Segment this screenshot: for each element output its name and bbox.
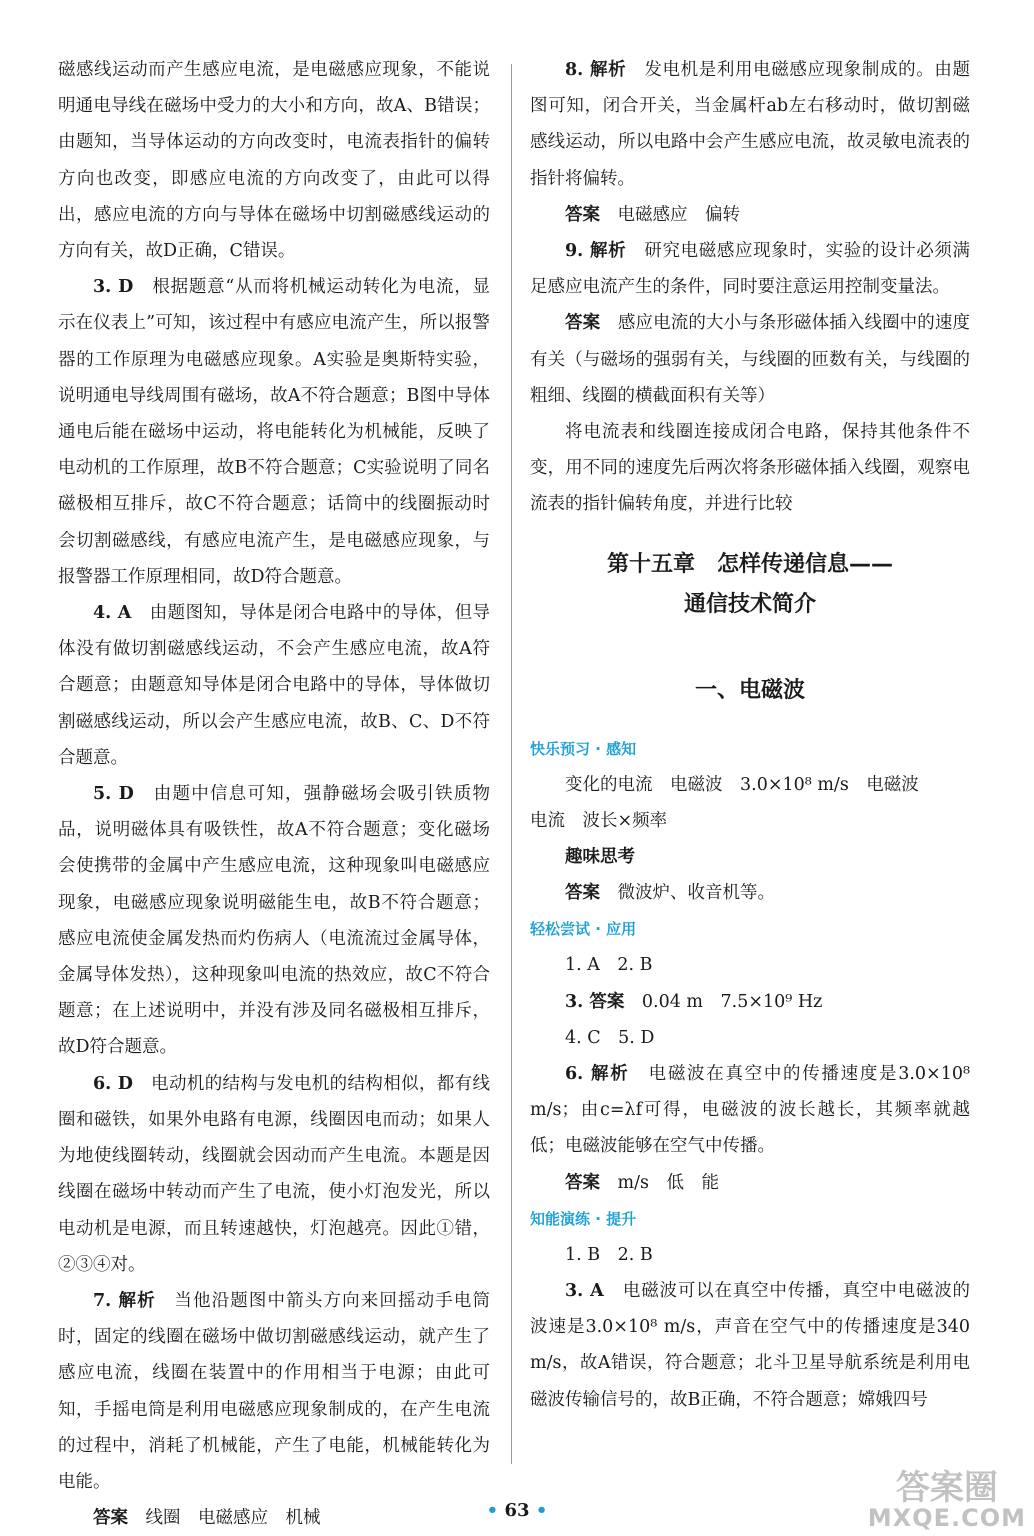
try-answer-3 [530, 984, 970, 1020]
answer-8-result [530, 197, 970, 233]
answer-label: 答案 [93, 1508, 128, 1529]
column-divider [511, 64, 512, 1464]
answer-7-label: 7. 解析 [93, 1290, 156, 1311]
try-answer-3-text: 0.04 m 7.5×10⁹ Hz [641, 991, 823, 1012]
answer-9 [530, 233, 970, 305]
chapter-title [530, 545, 970, 625]
page-number: • 63 • [486, 1500, 548, 1521]
answer-9-label: 9. 解析 [565, 241, 627, 262]
answer-8-text: 发电机是利用电磁感应现象制成的。由题图可知，闭合开关，当金属杆ab左右移动时，做切割磁感线运动，所以电路中会产生感应电流，故灵敏电流表的指针将偏转。 [530, 60, 970, 189]
answer-6-number: 6. D [93, 1073, 133, 1094]
subhead-preview: 快乐预习 · 感知 [530, 739, 637, 758]
answer-9-result-text: 感应电流的大小与条形磁体插入线圈中的速度有关（与磁场的强弱有关，与线圈的匝数有关，与线圈的粗细、线圈的横截面积有关等） [530, 313, 971, 406]
preview-line-1: 变化的电流 电磁波 3.0×10⁸ m/s 电磁波 [565, 774, 919, 795]
answer-label: 答案 [565, 1172, 600, 1193]
left-column [58, 52, 490, 1536]
answer-9-text: 研究电磁感应现象时，实验的设计必须满足感应电流产生的条件，同时要注意运用控制变量法。 [530, 241, 970, 298]
answer-3-text: 根据题意“从而将机械运动转化为电流，显示在仪表上”可知，该过程中有感应电流产生，所以报警器的工作原理为电磁感应现象。A实验是奥斯特实验，说明通电导线周围有磁场，故A不符合题意；B图中导体通电后能在磁场中运动，将电能转化为机械能，反映了电动机的工作原理，故B不符合题意；C实验说明了同名磁极相互排斥，故C不符合题意；话筒中的线圈振动时会切割磁感线，有感应电流产生，是电磁感应现象，与报警器工作原理相同，故D符合题意。 [58, 277, 491, 587]
answer-7-text: 当他沿题图中箭头方向来回摇动手电筒时，固定的线圈在磁场中做切割磁感线运动，就产生了感应电流，线圈在装置中的作用相当于电源；由此可知，手摇电筒是利用电磁感应现象制成的，在产生电流的过程中，消耗了机械能，产生了电能，机械能转化为电能。 [58, 1290, 491, 1492]
subhead-practice: 知能演练 · 提升 [530, 1209, 637, 1228]
try-answer-6-text: 电磁波在真空中的传播速度是3.0×10⁸ m/s；由c=λf可得，电磁波的波长越长，其频率就越低；电磁波能够在空气中传播。 [530, 1064, 970, 1157]
fun-thinking-title: 趣味思考 [565, 847, 635, 868]
try-answer-6-result [530, 1165, 970, 1201]
watermark-logo [868, 1470, 1026, 1530]
practice-answer-3-text: 电磁波可以在真空中传播，真空中电磁波的波速是3.0×10⁸ m/s，声音在空气中的传播速度是340 m/s，故A错误，符合题意；北斗卫星导航系统是利用电磁波传输信号的，故B正确，不符合题意；嫦娥四号 [530, 1281, 971, 1410]
try-answer-6-result-text: m/s 低 能 [617, 1172, 719, 1193]
subhead-try: 轻松尝试 · 应用 [530, 920, 637, 939]
try-answers-1-2: 1. A 2. B [565, 955, 653, 976]
preview-line-2: 电流 波长×频率 [530, 810, 668, 831]
chapter-title-line-2: 通信技术简介 [683, 591, 816, 617]
right-column [530, 52, 970, 1418]
answer-5-number: 5. D [93, 784, 134, 805]
answer-8 [530, 52, 970, 197]
page-number-value: 63 [504, 1500, 530, 1521]
answer-9-result [530, 305, 970, 414]
answer-label: 答案 [565, 883, 600, 904]
answer-7 [58, 1283, 490, 1500]
practice-answer-3 [530, 1273, 970, 1418]
fun-thinking-answer-text: 微波炉、收音机等。 [617, 883, 775, 904]
fun-thinking-answer [530, 875, 970, 911]
answer-9-method: 将电流表和线圈连接成闭合电路，保持其他条件不变，用不同的速度先后两次将条形磁体插入线圈，观察电流表的指针偏转角度，并进行比较 [530, 422, 970, 515]
answer-8-result-text: 电磁感应 偏转 [617, 204, 740, 225]
section-title: 一、电磁波 [694, 677, 805, 703]
answer-5-text: 由题中信息可知，强静磁场会吸引铁质物品，说明磁体具有吸铁性，故A不符合题意；变化磁场会使携带的金属中产生感应电流，这种现象叫电磁感应现象，电磁感应现象说明磁能生电，故B不符合题意；感应电流使金属发热而灼伤病人（电流流过金属导体，金属导体发热），这种现象叫电流的热效应，故C不符合题意；在上述说明中，并没有涉及同名磁极相互排斥，故D符合题意。 [58, 784, 491, 1058]
practice-answers-1-2: 1. B 2. B [565, 1244, 653, 1265]
answer-label: 答案 [565, 204, 600, 225]
try-answers-4-5: 4. C 5. D [565, 1027, 655, 1048]
try-answer-6 [530, 1056, 970, 1165]
answer-4 [58, 595, 490, 776]
watermark-line-1: 答案圈 [895, 1468, 998, 1508]
practice-answer-3-number: 3. A [565, 1281, 604, 1302]
answer-3 [58, 269, 490, 595]
answer-6-text: 电动机的结构与发电机的结构相似，都有线圈和磁铁，如果外电路有电源，线圈因电而动；如果人为地使线圈转动，线圈就会因动而产生电流。本题是因线圈在磁场中转动而产生了电流，使小灯泡发光，所以电动机是电源，而且转速越快，灯泡越亮。因此①错，②③④对。 [58, 1073, 491, 1275]
answer-6 [58, 1066, 490, 1283]
answer-7-result-text: 线圈 电磁感应 机械 [145, 1508, 321, 1529]
answer-4-text: 由题图知，导体是闭合电路中的导体，但导体没有做切割磁感线运动，不会产生感应电流，故A符合题意；由题意知导体是闭合电路中的导体，导体做切割磁感线运动，所以会产生感应电流，故B、C、D不符合题意。 [58, 603, 491, 768]
answer-5 [58, 776, 490, 1066]
answer-8-label: 8. 解析 [565, 60, 627, 80]
try-answer-6-label: 6. 解析 [565, 1064, 630, 1085]
watermark-line-2: MXQE.COM [867, 1504, 1026, 1532]
try-answer-3-label: 3. 答案 [565, 991, 625, 1012]
chapter-title-line-1: 第十五章 怎样传递信息—— [606, 551, 893, 577]
continued-paragraph: 磁感线运动而产生感应电流，是电磁感应现象，不能说明通电导线在磁场中受力的大小和方向，故A、B错误；由题知，当导体运动的方向改变时，电流表指针的偏转方向也改变，即感应电流的方向改变了，由此可以得出，感应电流的方向与导体在磁场中切割磁感线运动的方向有关，故D正确，C错误。 [58, 60, 490, 262]
answer-4-number: 4. A [93, 603, 132, 624]
answer-3-number: 3. D [93, 277, 134, 298]
answer-label: 答案 [565, 313, 601, 334]
